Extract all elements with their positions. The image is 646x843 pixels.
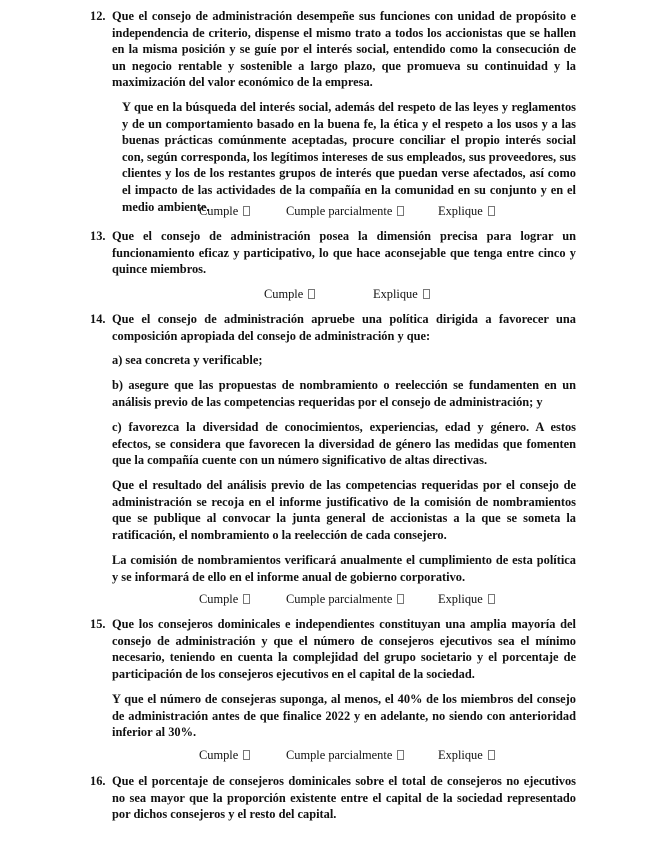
option-cumple[interactable]	[199, 747, 250, 763]
paragraph: La comisión de nombramientos verificará anualmente el cumplimiento de esta política y se informará de ello en el informe anual de gobierno corporativo.	[112, 553, 576, 584]
paragraph: Que el consejo de administración apruebe una política dirigida a favorecer una composición apropiada del consejo de administración y que:	[112, 312, 576, 343]
option-label: Explique	[438, 592, 483, 606]
paragraph: Que el consejo de administración posea la dimensión precisa para lograr un funcionamiento eficaz y participativo, lo que hace aconsejable que tenga entre cinco y quince miembros.	[112, 229, 576, 277]
checkbox-icon[interactable]	[243, 750, 250, 760]
paragraph: a) sea concreta y verificable;	[112, 353, 263, 367]
checkbox-icon[interactable]	[488, 750, 495, 760]
paragraph: c) favorezca la diversidad de conocimientos, experiencias, edad y género. A estos efectos, se considera que favorecen la diversidad de género las medidas que fomenten que la compañía cuente con un número significativo de altas directivas.	[112, 420, 576, 468]
checkbox-icon[interactable]	[308, 289, 315, 299]
option-label: Explique	[438, 204, 483, 218]
item-number: 15.	[90, 617, 106, 631]
checkbox-icon[interactable]	[397, 206, 404, 216]
item-number: 12.	[90, 9, 106, 23]
option-cumple[interactable]	[199, 203, 250, 219]
option-explique[interactable]	[373, 286, 430, 302]
option-cumple-parcialmente[interactable]	[286, 203, 404, 219]
option-label: Cumple	[199, 592, 239, 606]
paragraph: Que el consejo de administración desempeñe sus funciones con unidad de propósito e independencia de criterio, dispense el mismo trato a todos los accionistas que se hallen en la misma posición y se guíe por el interés social, entendido como la consecución de un negocio rentable y sostenible a largo plazo, que promueva su continuidad y la maximización del valor económico de la empresa.	[112, 9, 576, 90]
option-cumple[interactable]	[264, 286, 315, 302]
checkbox-icon[interactable]	[488, 594, 495, 604]
option-cumple-parcialmente[interactable]	[286, 747, 404, 763]
option-explique[interactable]	[438, 591, 495, 607]
checkbox-icon[interactable]	[423, 289, 430, 299]
paragraph: Y que en la búsqueda del interés social, además del respeto de las leyes y reglamentos y de un comportamiento basado en la buena fe, la ética y el respeto a los usos y a las buenas prácticas comúnmente aceptadas, procure conciliar el propio interés social con, según corresponda, los legítimos intereses de sus empleados, sus proveedores, sus clientes y los de los restantes grupos de interés que puedan verse afectados, así como el impacto de las actividades de la compañía en la comunidad en su conjunto y en el medio ambiente.	[122, 100, 576, 214]
paragraph: Que los consejeros dominicales e independientes constituyan una amplia mayoría del consejo de administración y que el número de consejeros ejecutivos sea el mínimo necesario, teniendo en cuenta la complejidad del grupo societario y el porcentaje de participación de los consejeros ejecutivos en el capital de la sociedad.	[112, 617, 576, 681]
checkbox-icon[interactable]	[397, 594, 404, 604]
option-label: Cumple parcialmente	[286, 592, 393, 606]
paragraph: Que el resultado del análisis previo de las competencias requeridas por el consejo de administración se recoja en el informe justificativo de la comisión de nombramientos que se publique al convocar la junta general de accionistas a la que se someta la ratificación, el nombramiento o la reelección de cada consejero.	[112, 478, 576, 542]
paragraph: b) asegure que las propuestas de nombramiento o reelección se fundamenten en un análisis previo de las competencias requeridas por el consejo de administración; y	[112, 378, 576, 409]
option-label: Cumple parcialmente	[286, 748, 393, 762]
checkbox-icon[interactable]	[243, 594, 250, 604]
paragraph: Y que el número de consejeras suponga, al menos, el 40% de los miembros del consejo de administración antes de que finalice 2022 y en adelante, no siendo con anterioridad inferior al 30%.	[112, 692, 576, 740]
item-number: 16.	[90, 774, 106, 788]
checkbox-icon[interactable]	[397, 750, 404, 760]
item-number: 13.	[90, 229, 106, 243]
paragraph: Que el porcentaje de consejeros dominicales sobre el total de consejeros no ejecutivos no sea mayor que la proporción existente entre el capital de la sociedad representado por dichos consejeros y el resto del capital.	[112, 774, 576, 822]
option-explique[interactable]	[438, 203, 495, 219]
item-number: 14.	[90, 312, 106, 326]
option-cumple-parcialmente[interactable]	[286, 591, 404, 607]
option-label: Cumple	[199, 204, 239, 218]
option-label: Explique	[373, 287, 418, 301]
option-explique[interactable]	[438, 747, 495, 763]
option-cumple[interactable]	[199, 591, 250, 607]
option-label: Explique	[438, 748, 483, 762]
option-label: Cumple parcialmente	[286, 204, 393, 218]
option-label: Cumple	[199, 748, 239, 762]
checkbox-icon[interactable]	[488, 206, 495, 216]
checkbox-icon[interactable]	[243, 206, 250, 216]
option-label: Cumple	[264, 287, 304, 301]
